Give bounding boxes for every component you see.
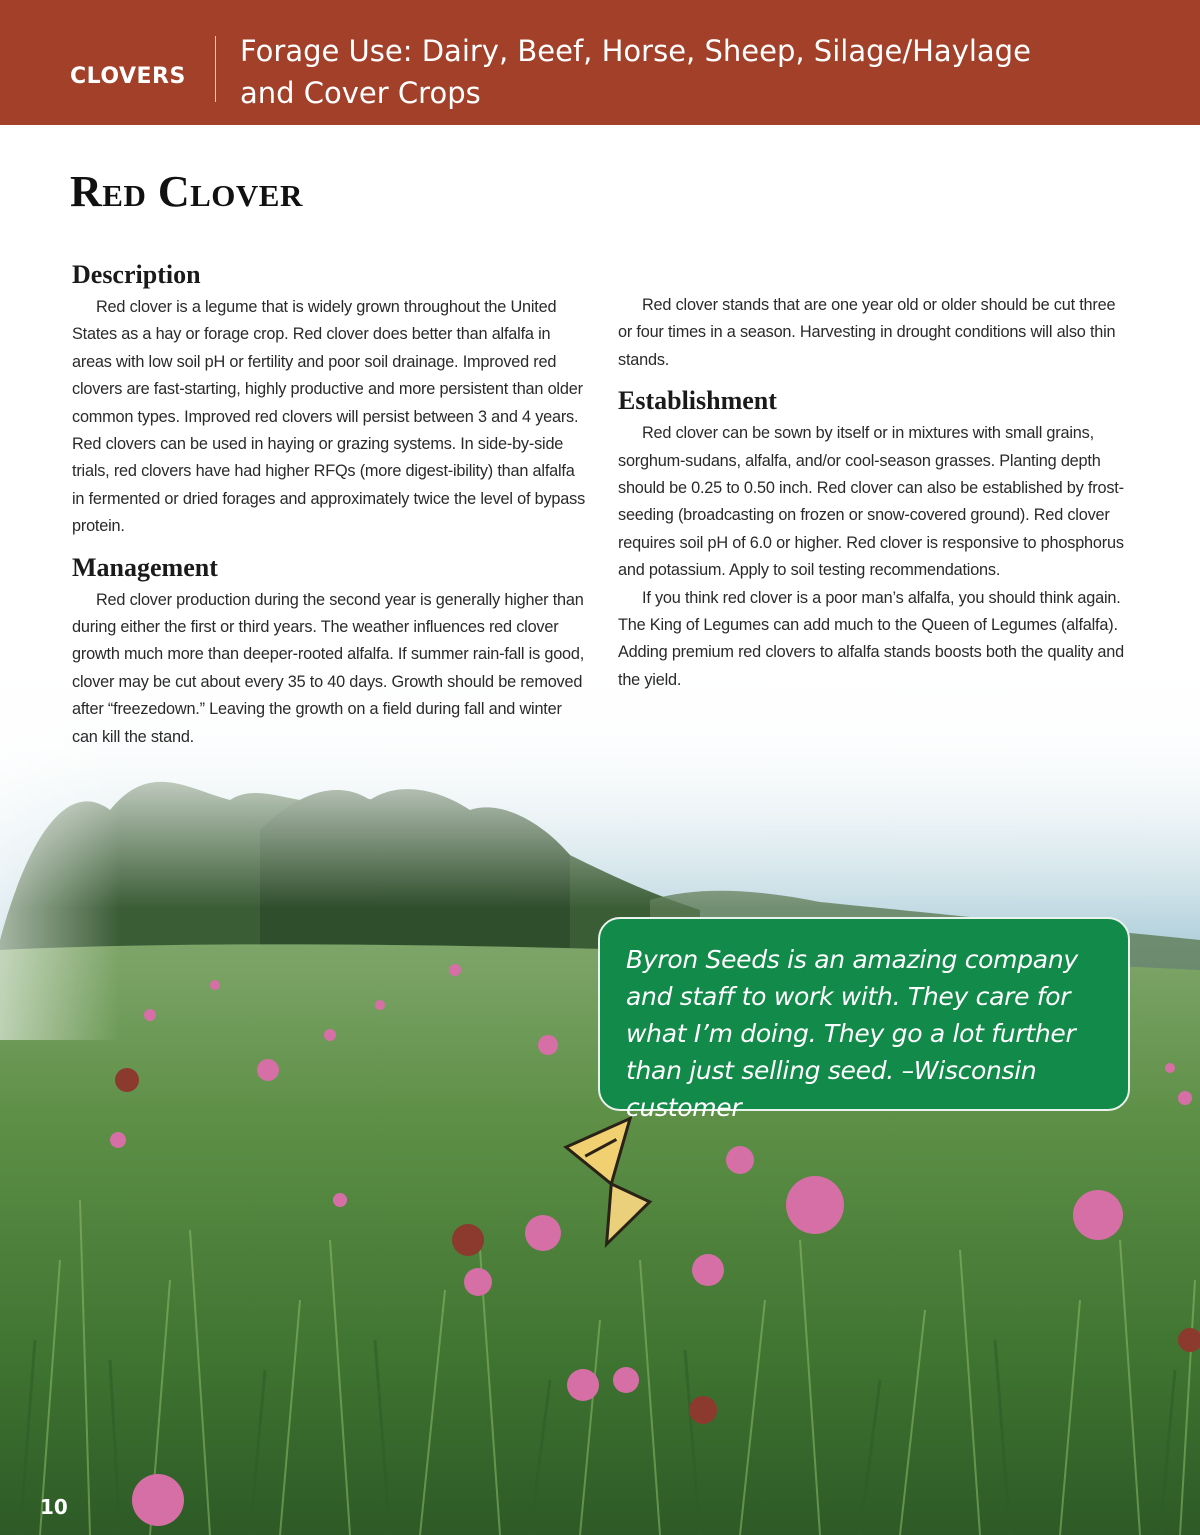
page-title: Red Clover — [70, 167, 303, 216]
management-text-1: Red clover production during the second year is generally higher than during either the first or third years. The weather influences red clover growth much more than deeper-rooted alfalfa. If summer rain-fall is good, clover may be cut about every 35 to 40 days. Growth should be removed after “freezedown.” Leaving the growth on a field during fall and winter can kill the stand. — [72, 590, 585, 746]
section-label: CLOVERS — [70, 64, 186, 89]
right-column — [618, 292, 1133, 694]
management-heading: Management — [72, 552, 218, 582]
left-column — [72, 258, 587, 751]
establishment-text-1: Red clover can be sown by itself or in mixtures with small grains, sorghum-sudans, alfalfa, and/or cool-season grasses. Planting depth should be 0.25 to 0.50 inch. Red clover can also be established by frost-seeding (broadcasting on frozen or snow-covered ground). Red clover requires soil pH of 6.0 or higher. Red clover is responsive to phosphorus and potassium. Apply to soil testing recommendations. — [618, 424, 1124, 580]
forage-use-line-1: Forage Use: Dairy, Beef, Horse, Sheep, Silage/Haylage — [240, 34, 1031, 68]
customer-quote-box — [598, 917, 1130, 1122]
page-number: 10 — [40, 1495, 68, 1519]
forage-use-line-2: and Cover Crops — [240, 76, 481, 110]
description-text: Red clover is a legume that is widely grown throughout the United States as a hay or forage crop. Red clover does better than alfalfa in areas with low soil pH or fertility and poor soil drainage. Improved red clovers are fast-starting, highly productive and more persistent than older common types. Improved red clovers will persist between 3 and 4 years. Red clovers can be used in haying or grazing systems. In side-by-side trials, red clovers have had higher RFQs (more digest-ibility) than alfalfa in fermented or dried forages and approximately twice the level of bypass protein. — [72, 298, 586, 536]
establishment-text-2: If you think red clover is a poor man’s alfalfa, you should think again. The King of Legumes can add much to the Queen of Legumes (alfalfa). Adding premium red clovers to alfalfa stands boosts both the quality and the yield. — [618, 588, 1124, 689]
establishment-heading: Establishment — [618, 386, 777, 416]
description-heading: Description — [72, 260, 201, 289]
forage-use-heading — [240, 30, 1140, 114]
section-header — [0, 0, 1200, 125]
management-text-2: Red clover stands that are one year old or older should be cut three or four times in a season. Harvesting in drought conditions will also thin stands. — [618, 296, 1116, 369]
customer-quote-text: Byron Seeds is an amazing company and staff to work with. They care for what I’m doing. They go a lot further than just selling seed. –Wisconsin customer — [626, 945, 1078, 1122]
header-divider — [215, 36, 216, 102]
